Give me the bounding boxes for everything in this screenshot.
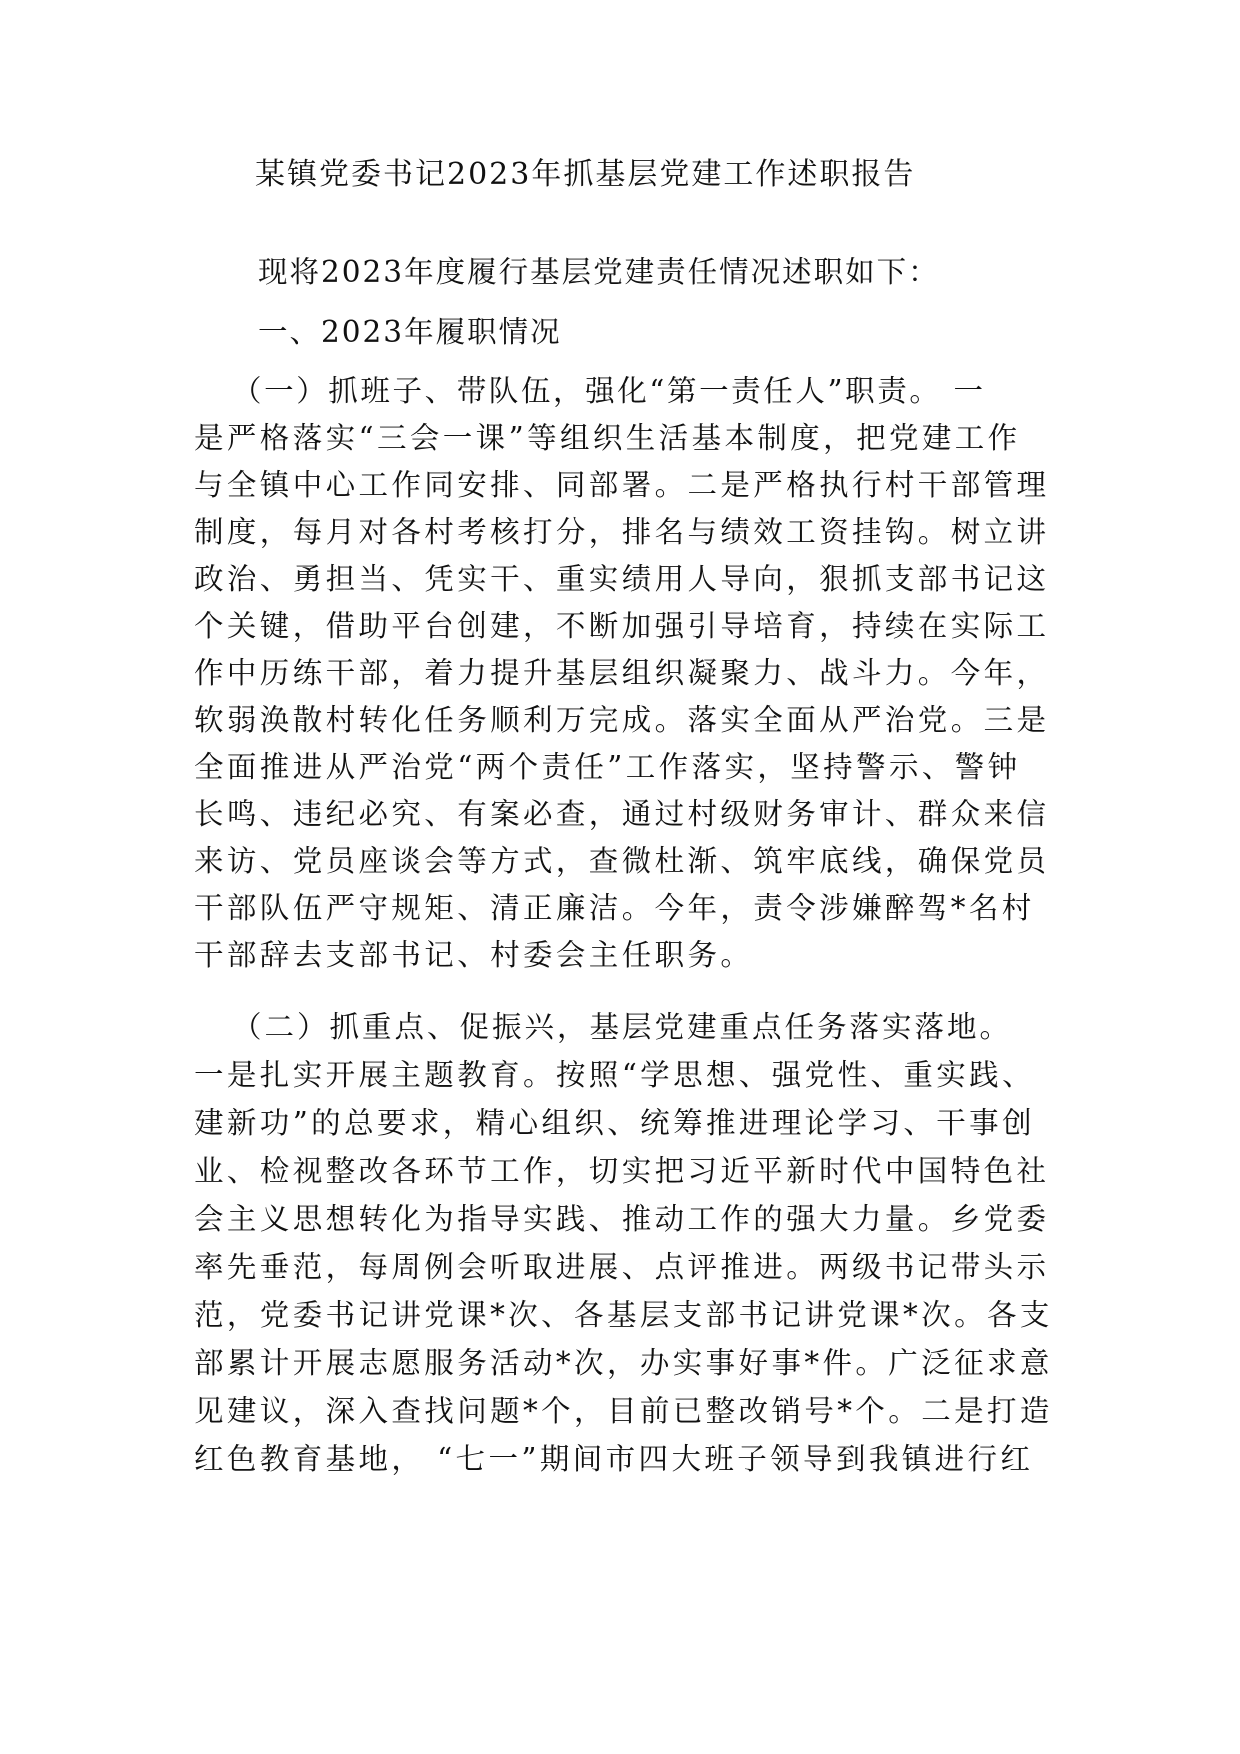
paragraph-line: 一是扎实开展主题教育。按照“学思想、强党性、重实践、 xyxy=(194,1058,1035,1092)
paragraph-line: 红色教育基地， “七一”期间市四大班子领导到我镇进行红 xyxy=(194,1442,1034,1476)
paragraph-line: 长鸣、违纪必究、有案必查，通过村级财务审计、群众来信 xyxy=(194,797,1050,831)
paragraph-line: 干部队伍严守规矩、清正廉洁。今年，责令涉嫌醉驾*名村 xyxy=(194,891,1035,925)
paragraph-line: 软弱涣散村转化任务顺利万完成。落实全面从严治党。三是 xyxy=(194,703,1050,737)
intro-line: 现将2023年度履行基层党建责任情况述职如下： xyxy=(258,255,940,289)
paragraph-line: 率先垂范，每周例会听取进展、点评推进。两级书记带头示 xyxy=(194,1250,1050,1284)
paragraph-line: 干部辞去支部书记、村委会主任职务。 xyxy=(194,938,754,972)
paragraph-line: 政治、勇担当、凭实干、重实绩用人导向，狠抓支部书记这 xyxy=(194,562,1050,596)
paragraph-line: （一）抓班子、带队伍，强化“第一责任人”职责。 一 xyxy=(232,374,986,408)
paragraph-line: 制度，每月对各村考核打分，排名与绩效工资挂钩。树立讲 xyxy=(194,515,1050,549)
paragraph-line: 全面推进从严治党“两个责任”工作落实，坚持警示、警钟 xyxy=(194,750,1021,784)
paragraph-line: 会主义思想转化为指导实践、推动工作的强大力量。乡党委 xyxy=(194,1202,1050,1236)
paragraph-line: 见建议，深入查找问题*个，目前已整改销号*个。二是打造 xyxy=(194,1394,1053,1428)
paragraph-line: 部累计开展志愿服务活动*次，办实事好事*件。广泛征求意 xyxy=(194,1346,1053,1380)
paragraph-line: 作中历练干部，着力提升基层组织凝聚力、战斗力。今年， xyxy=(194,656,1050,690)
paragraph-line: 是严格落实“三会一课”等组织生活基本制度，把党建工作 xyxy=(194,421,1021,455)
paragraph-line: 业、检视整改各环节工作，切实把习近平新时代中国特色社 xyxy=(194,1154,1050,1188)
document-title: 某镇党委书记2023年抓基层党建工作述职报告 xyxy=(255,157,916,192)
paragraph-line: 范，党委书记讲党课*次、各基层支部书记讲党课*次。各支 xyxy=(194,1298,1053,1332)
paragraph-line: 建新功”的总要求，精心组织、统筹推进理论学习、干事创 xyxy=(194,1106,1035,1140)
paragraph-line: 来访、党员座谈会等方式，查微杜渐、筑牢底线，确保党员 xyxy=(194,844,1050,878)
section-heading: 一、2023年履职情况 xyxy=(258,315,562,349)
paragraph-line: （二）抓重点、促振兴，基层党建重点任务落实落地。 xyxy=(232,1010,1013,1044)
paragraph-line: 个关键，借助平台创建，不断加强引导培育，持续在实际工 xyxy=(194,609,1050,643)
paragraph-line: 与全镇中心工作同安排、同部署。二是严格执行村干部管理 xyxy=(194,468,1050,502)
